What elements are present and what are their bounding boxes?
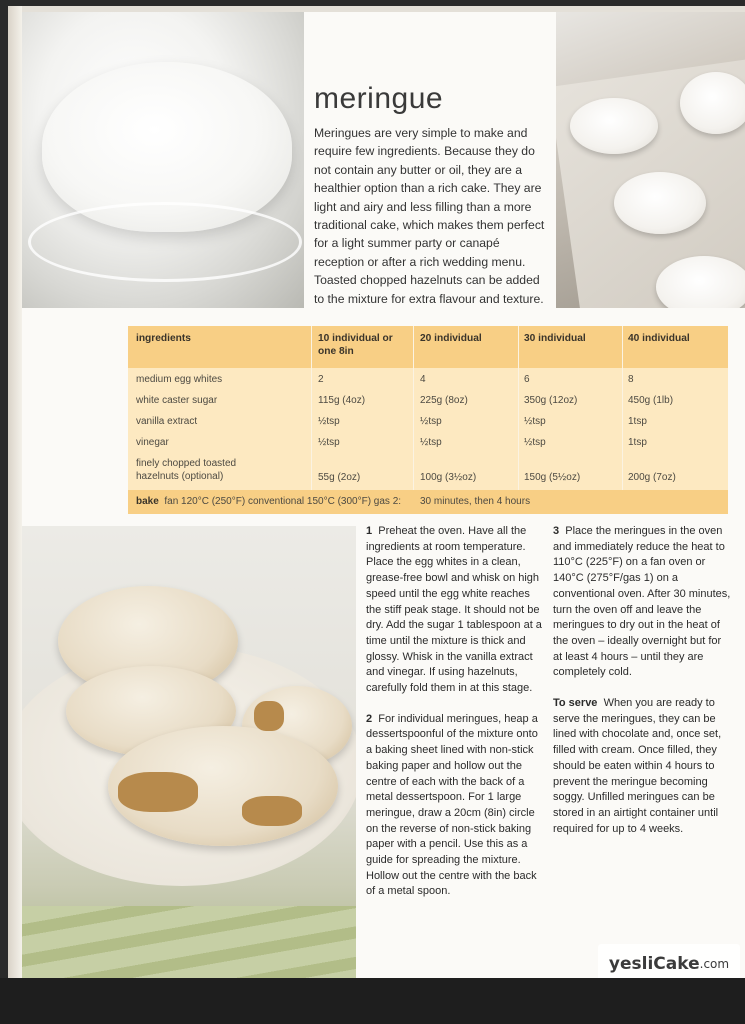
photo-meringues-on-plate bbox=[22, 526, 356, 978]
to-serve: To serve When you are ready to serve the meringues, they can be lined with chocolate and, once set, filled with cream. Once filled, they should be eaten within 4 hours to prevent the meringue becoming soggy. Unfilled meringues can be stored in an airtight container until required for up to 4 weeks. bbox=[553, 697, 722, 835]
header-10: 10 individual or one 8in bbox=[318, 333, 393, 357]
header-40: 40 individual bbox=[628, 333, 690, 344]
table-cell: 350g (12oz) bbox=[524, 395, 578, 406]
table-cell: 55g (2oz) bbox=[318, 472, 361, 483]
header-20: 20 individual bbox=[420, 333, 482, 344]
bake-row bbox=[136, 495, 426, 508]
table-cell: 115g (4oz) bbox=[318, 395, 366, 406]
bake-label: bake bbox=[136, 496, 159, 507]
photo-meringues-on-tray bbox=[556, 12, 745, 308]
table-cell: vinegar bbox=[136, 437, 169, 448]
table-cell: white caster sugar bbox=[136, 395, 218, 406]
watermark-logo: yesli Cake .com bbox=[598, 944, 740, 984]
table-cell: ½tsp bbox=[318, 416, 340, 427]
step-3: 3 Place the meringues in the oven and immediately reduce the heat to 110°C (225°F) on a fan oven or 140°C (275°F/gas 1) on a conventional oven. After 30 minutes, turn the oven off and leave the meringues to dry out in the heat of the oven – ideally overnight but for at least 4 hours – until they are completely cold. bbox=[553, 525, 731, 679]
photo-whipped-egg-whites bbox=[22, 12, 304, 308]
table-cell: 1tsp bbox=[628, 416, 647, 427]
table-cell: vanilla extract bbox=[136, 416, 198, 427]
table-cell: ½tsp bbox=[420, 416, 442, 427]
table-cell: ½tsp bbox=[420, 437, 442, 448]
bake-temperatures: fan 120°C (250°F) conventional 150°C (300°F) gas 2: bbox=[164, 496, 402, 507]
bake-time: 30 minutes, then 4 hours bbox=[420, 496, 531, 507]
table-cell: 8 bbox=[628, 374, 634, 385]
table-cell: ½tsp bbox=[524, 437, 546, 448]
scan-bottom-edge bbox=[0, 978, 745, 1024]
table-cell: 2 bbox=[318, 374, 324, 385]
table-cell: ½tsp bbox=[318, 437, 340, 448]
header-30: 30 individual bbox=[524, 333, 586, 344]
table-cell: finely chopped toasted hazelnuts (optional) bbox=[136, 458, 237, 482]
header-ingredients: ingredients bbox=[136, 333, 191, 344]
method-column-2 bbox=[553, 524, 733, 852]
table-cell: 4 bbox=[420, 374, 426, 385]
page-title: meringue bbox=[314, 82, 444, 115]
intro-text: Meringues are very simple to make and require few ingredients. Because they do not contain any butter or oil, they are a healthier option than a rich cake. They are light and airy and less filling than a more traditional cake, which makes them perfect for a light summer party or canapé reception or after a rich wedding menu. Toasted chopped hazelnuts can be added to the mixture for extra flavour and texture. bbox=[314, 126, 545, 306]
table-cell: 100g (3½oz) bbox=[420, 472, 477, 483]
table-cell: 200g (7oz) bbox=[628, 472, 676, 483]
step-1: 1 Preheat the oven. Have all the ingredients at room temperature. Place the egg whites in a clean, grease-free bowl and whisk on high speed until the egg white reaches the stiff peak stage. It should not be dry. Add the sugar 1 tablespoon at a time until the mixture is thick and glossy. Whisk in the vanilla extract and vinegar. If using hazelnuts, carefully fold them in at this stage. bbox=[366, 525, 542, 695]
ingredients-table bbox=[128, 326, 728, 514]
step-2: 2 For individual meringues, heap a dessertspoonful of the mixture onto a baking sheet lined with non-stick baking paper and hollow out the centre of each with the back of a metal dessertspoon. For 1 large meringue, draw a 20cm (8in) circle on the reverse of non-stick baking paper with a pencil. Use this as a guide for spreading the mixture. Hollow out the centre with the back of a metal spoon. bbox=[366, 712, 538, 898]
table-cell: 1tsp bbox=[628, 437, 647, 448]
table-cell: 225g (8oz) bbox=[420, 395, 468, 406]
table-cell: medium egg whites bbox=[136, 374, 223, 385]
table-cell: 6 bbox=[524, 374, 530, 385]
table-cell: 150g (5½oz) bbox=[524, 472, 581, 483]
table-cell: ½tsp bbox=[524, 416, 546, 427]
method-column-1 bbox=[366, 524, 546, 915]
table-cell: 450g (1lb) bbox=[628, 395, 674, 406]
recipe-page bbox=[8, 6, 745, 978]
book-spine bbox=[8, 6, 22, 978]
